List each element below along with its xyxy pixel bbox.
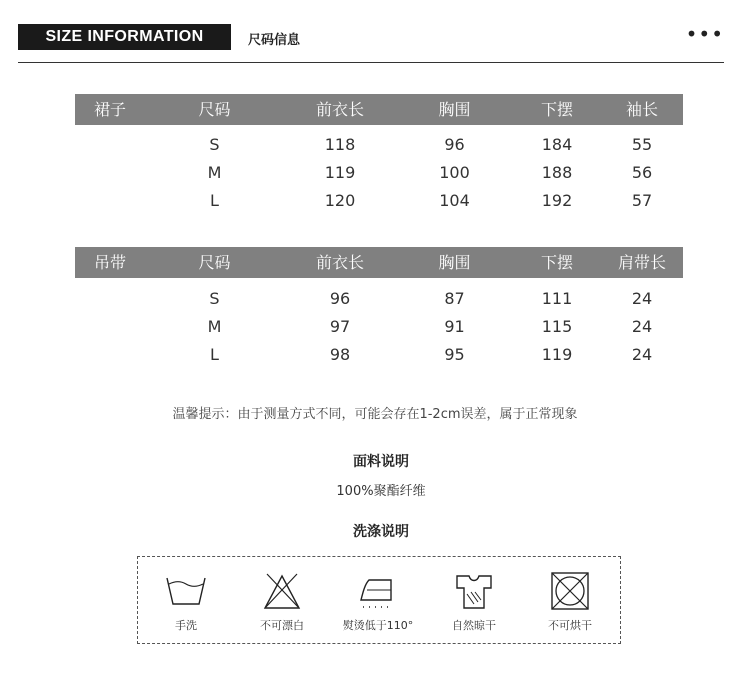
care-item xyxy=(426,557,522,643)
size-information-title: SIZE INFORMATION xyxy=(18,24,231,50)
fabric-composition: 100%聚酯纤维 xyxy=(336,484,426,499)
skirt-size-table xyxy=(75,94,683,215)
table-row xyxy=(75,341,683,369)
strap-size-table xyxy=(75,247,683,369)
table-cell xyxy=(75,159,145,187)
table-cell: 97 xyxy=(329,317,351,336)
table-row xyxy=(75,285,683,313)
table-cell: 95 xyxy=(444,345,465,364)
table-cell: 87 xyxy=(444,289,465,308)
care-label: 不可烘干 xyxy=(548,619,592,632)
iron-low-icon xyxy=(357,570,399,612)
header-cell: 前衣长 xyxy=(315,253,364,272)
header-cell: 下摆 xyxy=(540,100,573,119)
fabric-title: 面料说明 xyxy=(353,454,409,470)
header xyxy=(18,24,724,62)
no-bleach-icon xyxy=(261,570,303,612)
table-row xyxy=(75,187,683,215)
hand-wash-icon xyxy=(165,570,207,612)
table-cell: 188 xyxy=(541,163,573,182)
header-cell: 下摆 xyxy=(540,253,573,272)
care-item xyxy=(234,557,330,643)
care-item xyxy=(522,557,618,643)
measurement-note: 温馨提示：由于测量方式不同，可能会存在1-2cm误差，属于正常现象 xyxy=(172,407,578,422)
table-cell: 115 xyxy=(541,317,573,336)
table-cell: 119 xyxy=(541,345,573,364)
header-cell: 裙子 xyxy=(93,100,126,119)
table-cell xyxy=(75,187,145,215)
table-row xyxy=(75,159,683,187)
table-cell: 24 xyxy=(631,317,653,336)
table-cell: 56 xyxy=(631,163,653,182)
table-cell xyxy=(75,131,145,159)
table-cell: 57 xyxy=(631,191,653,210)
washing-title: 洗涤说明 xyxy=(353,524,409,540)
table-cell: S xyxy=(209,135,220,154)
care-item xyxy=(138,557,234,643)
table-cell: 111 xyxy=(541,289,573,308)
table-cell: 96 xyxy=(444,135,465,154)
header-cell: 尺码 xyxy=(198,253,231,272)
header-cell: 胸围 xyxy=(438,100,471,119)
hang-dry-icon xyxy=(453,570,495,612)
table-header xyxy=(75,94,683,125)
care-item xyxy=(330,557,426,643)
header-cell: 前衣长 xyxy=(315,100,364,119)
table-cell: 98 xyxy=(329,345,351,364)
table-cell: 192 xyxy=(541,191,573,210)
table-cell: M xyxy=(207,163,222,182)
table-cell xyxy=(75,341,145,369)
table-cell xyxy=(75,313,145,341)
table-cell: L xyxy=(210,345,219,364)
table-cell xyxy=(75,285,145,313)
table-row xyxy=(75,313,683,341)
care-instructions-box xyxy=(137,556,621,644)
table-cell: 55 xyxy=(631,135,653,154)
table-row xyxy=(75,131,683,159)
table-cell: 96 xyxy=(329,289,351,308)
more-icon[interactable]: ••• xyxy=(685,22,724,46)
header-cell: 尺码 xyxy=(198,100,231,119)
table-cell: 91 xyxy=(444,317,465,336)
table-cell: 100 xyxy=(439,163,470,182)
table-cell: S xyxy=(209,289,220,308)
table-cell: 24 xyxy=(631,345,653,364)
header-divider xyxy=(18,62,724,63)
table-header xyxy=(75,247,683,278)
table-cell: 104 xyxy=(439,191,470,210)
care-label: 不可漂白 xyxy=(260,619,304,632)
header-cell: 吊带 xyxy=(93,253,126,272)
header-cell: 袖长 xyxy=(625,100,658,119)
table-cell: 118 xyxy=(324,135,356,154)
care-label: 自然晾干 xyxy=(452,619,496,632)
care-label: 熨烫低于110° xyxy=(342,619,414,632)
table-cell: L xyxy=(210,191,219,210)
table-cell: 24 xyxy=(631,289,653,308)
table-cell: 119 xyxy=(324,163,356,182)
table-cell: M xyxy=(207,317,222,336)
table-cell: 184 xyxy=(541,135,573,154)
no-tumble-dry-icon xyxy=(549,570,591,612)
care-label: 手洗 xyxy=(175,619,197,632)
header-cell: 肩带长 xyxy=(617,253,666,272)
header-cell: 胸围 xyxy=(438,253,471,272)
size-info-cn-title: 尺码信息 xyxy=(248,33,301,48)
table-cell: 120 xyxy=(324,191,356,210)
